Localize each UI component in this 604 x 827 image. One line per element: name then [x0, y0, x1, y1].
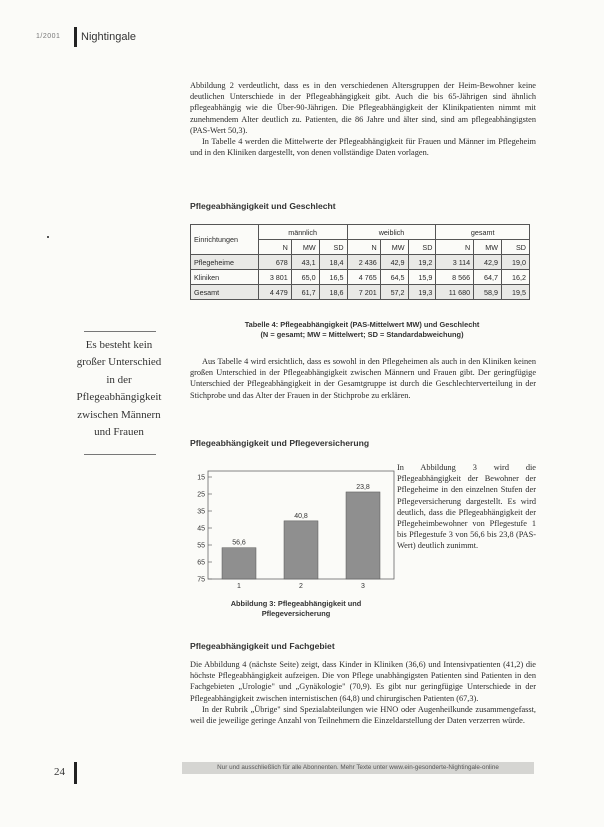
subhead: SD — [319, 240, 347, 255]
table-corner: Einrichtungen — [191, 225, 259, 255]
table-cell: 58,9 — [474, 285, 502, 300]
table-cell: 19,2 — [408, 255, 436, 270]
table-cell: 42,9 — [474, 255, 502, 270]
y-tick-label: 25 — [197, 491, 205, 499]
group-header-total: gesamt — [436, 225, 530, 240]
table-header-row — [191, 225, 530, 240]
data-label: 23,8 — [356, 483, 370, 491]
bar — [222, 548, 256, 579]
table-cell: 16,2 — [502, 270, 530, 285]
table-cell: 65,0 — [291, 270, 319, 285]
specialty-text — [190, 659, 536, 726]
pull-quote-rule — [84, 454, 156, 455]
y-tick-label: 35 — [197, 508, 205, 516]
table-cell: 18,4 — [319, 255, 347, 270]
page-number: 24 — [54, 766, 65, 778]
y-tick-label: 15 — [197, 474, 205, 482]
table-cell: 19,5 — [502, 285, 530, 300]
table-cell: 43,1 — [291, 255, 319, 270]
table-row — [191, 255, 530, 270]
table-cell: 3 114 — [436, 255, 474, 270]
subhead: SD — [502, 240, 530, 255]
table-row — [191, 285, 530, 300]
x-tick-label: 2 — [299, 583, 303, 590]
x-tick-label: 1 — [237, 583, 241, 590]
subhead: N — [258, 240, 291, 255]
subhead: N — [347, 240, 380, 255]
table-cell: 19,0 — [502, 255, 530, 270]
gender-text — [190, 356, 536, 401]
footer-bar — [74, 762, 77, 784]
row-label: Gesamt — [191, 285, 259, 300]
header-bar — [74, 27, 77, 47]
y-tick-label: 75 — [197, 576, 205, 584]
row-label: Pflegeheime — [191, 255, 259, 270]
section-heading-gender: Pflegeabhängigkeit und Geschlecht — [190, 201, 336, 211]
insurance-text — [397, 462, 536, 552]
bar — [284, 521, 318, 579]
table-cell: 19,3 — [408, 285, 436, 300]
table-cell: 57,2 — [380, 285, 408, 300]
x-tick-label: 3 — [361, 583, 365, 590]
table-cell: 4 479 — [258, 285, 291, 300]
bar — [346, 492, 380, 579]
table-caption — [190, 320, 534, 340]
subhead: MW — [380, 240, 408, 255]
intro-text — [190, 80, 536, 158]
table-cell: 3 801 — [258, 270, 291, 285]
group-header-female: weiblich — [347, 225, 436, 240]
data-label: 40,8 — [294, 512, 308, 520]
section-heading-specialty: Pflegeabhängigkeit und Fachgebiet — [190, 641, 335, 651]
chart-caption-line: Pflegeversicherung — [261, 609, 331, 618]
table-cell: 8 566 — [436, 270, 474, 285]
data-label: 56,6 — [232, 539, 246, 547]
table-cell: 64,5 — [380, 270, 408, 285]
table-cell: 678 — [258, 255, 291, 270]
paragraph: In Abbildung 3 wird die Pflegeabhängigkeit der Bewohner der Pflegeheime in den einzelnen Stufen der Pflegeversicherung dargestellt. Es wird deutlich, dass die Pflegeabhängigkeit der Pflegeheimbewohner von Pflegestufe 1 bis Pflegestufe 3 von 56,6 bis 23,8 (PAS-Wert) deutlich zunimmt. — [397, 463, 536, 551]
subhead: SD — [408, 240, 436, 255]
section-heading-insurance: Pflegeabhängigkeit und Pflegeversicherung — [190, 438, 370, 448]
paragraph: Aus Tabelle 4 wird ersichtlich, dass es sowohl in den Pflegeheimen als auch in den Kliniken keinen großen Unterschied in der Pflegeabhängigkeit zwischen Männern und Frauen gibt. Der geringfügige Unterschied der Pflegeabhängigkeit in der Gesamtgruppe ist durch die Geschlechterverteilung in der Stichprobe und das Alter der Frauen in der Stichprobe zu erklären. — [190, 357, 536, 400]
y-tick-label: 55 — [197, 542, 205, 550]
table-caption-line: (N = gesamt; MW = Mittelwert; SD = Standardabweichung) — [260, 330, 464, 339]
margin-mark — [47, 236, 49, 238]
subhead: N — [436, 240, 474, 255]
table-cell: 4 765 — [347, 270, 380, 285]
table-cell: 2 436 — [347, 255, 380, 270]
table-cell: 42,9 — [380, 255, 408, 270]
paragraph: Die Abbildung 4 (nächste Seite) zeigt, dass Kinder in Kliniken (36,6) und Intensivpatienten (41,2) die höchste Pflegeabhängigkeit aufzeigen. Die von Pflege unabhängigsten Patienten sind Patienten in den Fachgebieten „Urologie" und „Gynäkologie" (70,9). Es gibt nur geringfügige Unterschiede in der Pflegeabhängigkeit zwischen internistischen (64,8) und chirurgischen Patienten (67,3). — [190, 660, 536, 703]
chart-caption — [190, 599, 402, 619]
table-caption-line: Tabelle 4: Pflegeabhängigkeit (PAS-Mittelwert MW) und Geschlecht — [244, 320, 480, 329]
table-cell: 11 680 — [436, 285, 474, 300]
journal-issue: 1/2001 — [36, 33, 61, 40]
journal-title: Nightingale — [81, 31, 137, 43]
gender-table — [190, 224, 530, 300]
footer-notice: Nur und ausschließlich für alle Abonnenten. Mehr Texte unter www.ein-gesonderte-Nightingale-online — [182, 762, 534, 774]
paragraph: In Tabelle 4 werden die Mittelwerte der Pflegeabhängigkeit für Frauen und Männer im Pflegeheim und in den Kliniken dargestellt, von denen vollständige Daten vorlagen. — [190, 137, 536, 158]
table-cell: 64,7 — [474, 270, 502, 285]
y-tick-label: 65 — [197, 559, 205, 567]
paragraph: In der Rubrik „Übrige" sind Spezialabteilungen wie HNO oder Augenheilkunde zusammengefasst, weil die jeweilige geringe Anzahl von Teilnehmern die Einzeldarstellung der Daten verzerren würde. — [190, 704, 536, 726]
subhead: MW — [474, 240, 502, 255]
table-cell: 7 201 — [347, 285, 380, 300]
group-header-male: männlich — [258, 225, 347, 240]
table-cell: 18,6 — [319, 285, 347, 300]
table-cell: 15,9 — [408, 270, 436, 285]
pull-quote: Es besteht kein großer Unterschied in der Pflegeabhängigkeit zwischen Männern und Frauen — [76, 339, 162, 439]
paragraph: Abbildung 2 verdeutlicht, dass es in den verschiedenen Altersgruppen der Heim-Bewohner keine deutlichen Unterschiede in der Pflegeabhängigkeit gibt. Auch die bis 65-Jährigen sind ähnlich pflegeabhängig wie die Über-90-Jährigen. Die Pflegeabhängigkeit der Klinikpatienten nimmt mit zunehmendem Alter deutlich zu. Patienten, die 86 Jahre und älter sind, sind am pflegeabhängigsten (PAS-Wert 50,3). — [190, 81, 536, 135]
table-row — [191, 270, 530, 285]
y-tick-label: 45 — [197, 525, 205, 533]
insurance-bar-chart — [190, 467, 402, 593]
table-cell: 16,5 — [319, 270, 347, 285]
table-cell: 61,7 — [291, 285, 319, 300]
pull-quote-rule — [84, 331, 156, 332]
subhead: MW — [291, 240, 319, 255]
row-label: Kliniken — [191, 270, 259, 285]
chart-caption-line: Abbildung 3: Pflegeabhängigkeit und — [230, 599, 362, 608]
